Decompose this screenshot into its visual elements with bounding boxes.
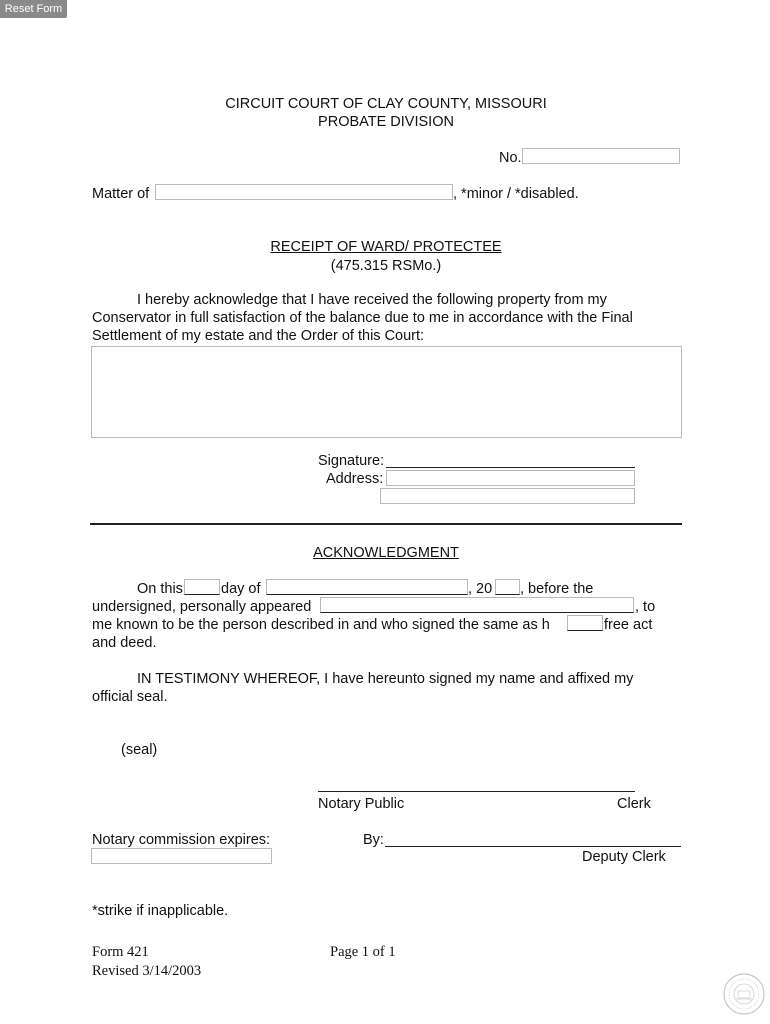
testimony-line-1: IN TESTIMONY WHEREOF, I have hereunto signed my name and affixed my [137, 671, 634, 687]
day-of-text: day of [221, 581, 261, 597]
notary-signature-line [318, 791, 635, 792]
signature-line [386, 467, 635, 468]
deputy-clerk-label: Deputy Clerk [582, 849, 666, 865]
year-prefix-text: , 20 [468, 581, 493, 597]
year-field[interactable] [495, 579, 520, 595]
signature-label: Signature: [318, 453, 385, 469]
clerk-label: Clerk [617, 796, 651, 812]
reset-form-button[interactable]: Reset Form [0, 0, 67, 18]
commission-expires-field[interactable] [91, 848, 272, 864]
address-field-2[interactable] [380, 488, 635, 504]
notary-public-label: Notary Public [318, 796, 405, 812]
appeared-name-field[interactable] [320, 597, 634, 613]
case-number-label: No. [499, 150, 522, 166]
case-number-field[interactable] [522, 148, 680, 164]
day-field[interactable] [184, 579, 220, 595]
personally-appeared-text: undersigned, personally appeared [92, 599, 312, 615]
statute-reference: (475.315 RSMo.) [330, 258, 442, 274]
testimony-line-2: official seal. [92, 689, 168, 705]
receipt-title: RECEIPT OF WARD/ PROTECTEE [270, 239, 502, 255]
free-act-text: free act [604, 617, 653, 633]
strike-footnote: *strike if inapplicable. [92, 903, 229, 919]
address-field-1[interactable] [386, 470, 635, 486]
matter-of-field[interactable] [155, 184, 453, 200]
before-the-text: , before the [520, 581, 594, 597]
known-to-be-text: me known to be the person described in and who signed the same as h [92, 617, 550, 633]
section-divider [90, 523, 682, 525]
commission-expires-label: Notary commission expires: [92, 832, 271, 848]
by-label: By: [363, 832, 384, 848]
seal-label: (seal) [121, 742, 158, 758]
receipt-paragraph-line-3: Settlement of my estate and the Order of this Court: [92, 328, 425, 344]
page-number: Page 1 of 1 [330, 944, 396, 960]
court-title: CIRCUIT COURT OF CLAY COUNTY, MISSOURI [225, 96, 547, 112]
pronoun-field[interactable] [567, 615, 603, 631]
address-label: Address: [326, 471, 384, 487]
property-received-textarea[interactable] [91, 346, 682, 438]
on-this-text: On this [137, 581, 183, 597]
minor-disabled-text: , *minor / *disabled. [453, 186, 579, 202]
court-seal-icon [722, 972, 766, 1016]
acknowledgment-title: ACKNOWLEDGMENT [313, 545, 459, 561]
matter-of-label: Matter of [92, 186, 150, 202]
and-deed-text: and deed. [92, 635, 157, 651]
division-title: PROBATE DIVISION [318, 114, 454, 130]
to-text: , to [635, 599, 656, 615]
receipt-paragraph-line-1: I hereby acknowledge that I have received the following property from my [137, 292, 607, 308]
form-number: Form 421 [92, 944, 149, 960]
deputy-signature-line [385, 846, 681, 847]
month-field[interactable] [266, 579, 468, 595]
revised-date: Revised 3/14/2003 [92, 963, 202, 979]
receipt-paragraph-line-2: Conservator in full satisfaction of the balance due to me in accordance with the Final [92, 310, 633, 326]
